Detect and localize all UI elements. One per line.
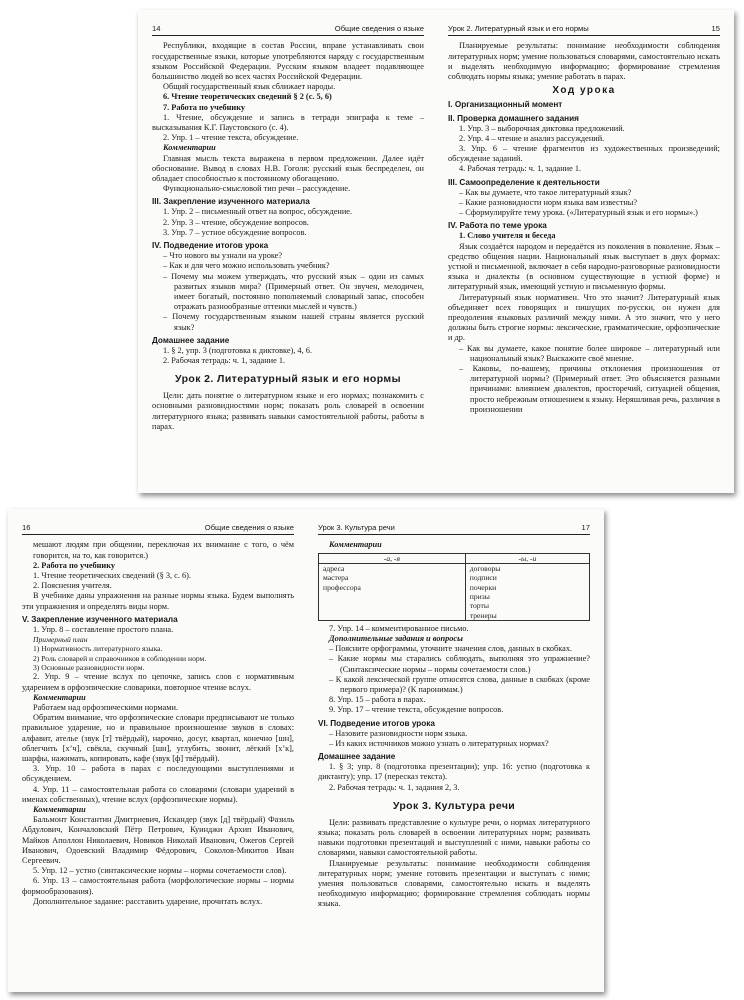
- section-heading: VI. Подведение итогов урока: [318, 718, 435, 728]
- text-paragraph: – Сформулируйте тему урока. («Литературный язык и его нормы».): [459, 208, 698, 218]
- table-word: профессора: [323, 582, 361, 592]
- page-body: [448, 41, 720, 415]
- text-paragraph: Общий государственный язык сближает народы.: [163, 82, 336, 92]
- text-paragraph: Работаем над орфоэпическими нормами.: [33, 702, 178, 712]
- text-paragraph: Бальмонт Константин Дмитриевич, Искандер (звук [д] твёрдый) Фазиль Абдулович, Кончаловский Пётр Петрович, Куинджи Архип Иванович, Майков Аполлон Николаевич, Новиков Николай Иванович, Ожегов Сергей Иванович, Одоевский Владимир Фёдорович, Соколов-Микитов Иван Сергеевич.: [22, 815, 294, 865]
- table-word: призы: [469, 591, 490, 601]
- text-paragraph: 7. Работа по учебнику: [163, 102, 246, 112]
- table-word: подписи: [469, 573, 497, 583]
- table-header: -а, -я: [319, 553, 466, 563]
- page-number: 17: [581, 523, 590, 532]
- book-spread-top: [138, 10, 734, 493]
- table-cell: [319, 563, 466, 620]
- text-paragraph: 5. Упр. 12 – устно (синтаксические нормы – нормы сочетаемости слов).: [33, 866, 287, 876]
- text-paragraph: 6. Упр. 13 – самостоятельная работа (морфологические нормы – нормы формообразования).: [22, 876, 294, 896]
- word-list: [470, 564, 585, 620]
- section-heading: IV. Подведение итогов урока: [152, 241, 269, 251]
- text-paragraph: Цели: дать понятие о литературном языке и его нормах; познакомить с основными разновидностями норм; показать роль словарей в освоении литературного языка; развивать навыки самостоятельной работы, работы в парах.: [152, 391, 424, 431]
- table-cell: [465, 563, 589, 620]
- header-title: Урок 2. Литературный язык и его нормы: [448, 24, 589, 33]
- text-paragraph: – Как и для чего можно использовать учебник?: [163, 261, 330, 271]
- section-heading: Ход урока: [552, 85, 616, 97]
- text-paragraph: – Назовите разновидности норм языка.: [329, 728, 468, 738]
- text-paragraph: 1) Нормативность литературного языка.: [33, 644, 163, 654]
- page-16: [22, 523, 294, 907]
- text-paragraph: 7. Упр. 14 – комментированное письмо.: [329, 623, 469, 633]
- running-header: [22, 523, 294, 535]
- text-paragraph: 3) Основные разновидности норм.: [33, 663, 145, 673]
- text-paragraph: 2. Пояснения учителя.: [33, 581, 112, 591]
- page-14: [152, 24, 424, 432]
- text-paragraph: – Как вы думаете, что такое литературный язык?: [459, 187, 632, 197]
- page-body: [22, 540, 294, 907]
- text-paragraph: 1. § 2, упр. 3 (подготовка к диктовке), 4, 6.: [163, 345, 312, 355]
- text-paragraph: Республики, входящие в состав России, вправе устанавливать свои государственные языки, которые употребляются наряду с государственным языком Российской Федерации. Русским языком владеет подавляющее большинство людей во всех частях Российской Федерации.: [152, 41, 424, 81]
- page-number: 16: [22, 523, 31, 532]
- plural-endings-table: [318, 553, 590, 621]
- text-paragraph: – Какие нормы мы старались соблюдать, выполняя это упражнение? (Синтаксические нормы – нормы сочетаемости слов.): [329, 654, 590, 674]
- section-heading: III. Самоопределение к деятельности: [448, 177, 600, 187]
- text-paragraph: Комментарии: [33, 804, 86, 814]
- text-paragraph: Планируемые результаты: понимание необходимости соблюдения литературных норм; умение пользоваться словарями, самостоятельно искать и выделять необходимую информацию; формирование стремления соблюдать нормы языка; умение работать в парах.: [448, 41, 720, 81]
- text-paragraph: Цели: развивать представление о культуре речи, о нормах литературного языка; показать роль словарей в освоении литературных норм; развивать навыки подготовки презентаций и выступлений с ними, навыки работы со словарями, навыки самостоятельной работы.: [318, 817, 590, 858]
- text-paragraph: Комментарии: [33, 692, 86, 702]
- text-paragraph: – Из каких источников можно узнать о литературных нормах?: [329, 738, 549, 748]
- text-paragraph: Планируемые результаты: понимание необходимости соблюдения литературных норм; умение готовить презентации и выступать с ними; умения пользоваться словарями, самостоятельно искать и выделять необходимую информацию; формирование стремления соблюдать нормы языка.: [318, 858, 590, 909]
- text-paragraph: 2. Упр. 3 – чтение, обсуждение вопросов.: [163, 217, 309, 227]
- book-spread-bottom: [8, 509, 604, 992]
- text-paragraph: – Поясните орфограммы, уточните значения слов, данных в скобках.: [329, 644, 573, 654]
- table-word: торты: [469, 601, 489, 611]
- text-paragraph: 3. Упр. 10 – работа в парах с последующими выступлениями и обсуждением.: [22, 764, 294, 784]
- text-paragraph: – Почему мы можем утверждать, что русский язык – один из самых развитых языков мира? (Примерный ответ. Он звучен, мелодичен, имеет богатый, постоянно пополняемый словарный запас, способен отражать разнообразные оттенки мыслей и чувств.): [163, 271, 424, 312]
- section-heading: Урок 2. Литературный язык и его нормы: [175, 373, 401, 386]
- text-paragraph: 2. Рабочая тетрадь: ч. 1, задание 1.: [163, 356, 286, 366]
- header-title: Урок 3. Культура речи: [318, 523, 395, 532]
- text-paragraph: 1. Чтение, обсуждение и запись в тетради эпиграфа к теме – высказывания К.Г. Паустовского (с. 4).: [152, 112, 424, 132]
- page-number: 15: [711, 24, 720, 33]
- text-paragraph: 2. Упр. 4 – чтение и анализ рассуждений.: [459, 133, 605, 143]
- text-paragraph: мешают людям при общении, переключая их внимание с того, о чём говорится, на то, как говорится.): [33, 540, 294, 560]
- running-header: [448, 24, 720, 36]
- text-paragraph: – Почему государственным языком нашей страны является русский язык?: [163, 312, 424, 332]
- word-list: [323, 564, 461, 592]
- text-paragraph: 2. Работа по учебнику: [33, 560, 116, 570]
- text-paragraph: 1. Упр. 8 – составление простого плана.: [33, 624, 174, 634]
- text-paragraph: 2) Роль словарей и справочников в соблюдении норм.: [33, 653, 207, 663]
- page-15: [448, 24, 720, 415]
- section-heading: III. Закрепление изученного материала: [152, 197, 310, 207]
- section-heading: V. Закрепление изученного материала: [22, 614, 178, 624]
- table-word: почерки: [469, 582, 497, 592]
- text-paragraph: 4. Упр. 11 – самостоятельная работа со словарями (словари ударений в именах собственных), чтение вслух (орфоэпические нормы).: [22, 784, 294, 804]
- text-paragraph: – Какие разновидности норм языка вам известны?: [459, 197, 638, 207]
- text-paragraph: Дополнительное задание: расставить ударение, прочитать вслух.: [33, 896, 263, 906]
- text-paragraph: 3. Упр. 7 – устное обсуждение вопросов.: [163, 227, 307, 237]
- table-word: мастера: [323, 573, 349, 583]
- header-title: Общие сведения о языке: [334, 24, 424, 33]
- text-paragraph: Главная мысль текста выражена в первом предложении. Далее идёт обоснование. Вывод в словах Н.В. Гоголя: русский язык беспределен, он обладает способностью к постоянному обогащению.: [152, 153, 424, 183]
- section-heading: I. Организационный момент: [448, 100, 563, 110]
- text-paragraph: 2. Рабочая тетрадь: ч. 1, задания 2, 3.: [329, 782, 460, 792]
- text-paragraph: 6. Чтение теоретических сведений § 2 (с. 5, 6): [163, 92, 332, 102]
- comment-label: Комментарии: [329, 540, 382, 550]
- text-paragraph: В учебнике даны упражнения на разные нормы языка. Будем выполнять эти упражнения и определять виды норм.: [22, 591, 294, 611]
- section-heading: Урок 3. Культура речи: [392, 799, 516, 812]
- text-paragraph: 8. Упр. 15 – работа в парах.: [329, 695, 426, 705]
- text-paragraph: – Как вы думаете, какое понятие более широкое – литературный или национальный язык? Выскажите своё мнение.: [459, 343, 720, 363]
- text-paragraph: Дополнительные задания и вопросы: [329, 634, 463, 644]
- text-paragraph: 1. Слово учителя и беседа: [459, 231, 556, 241]
- text-paragraph: Функционально-смысловой тип речи – рассуждение.: [163, 184, 351, 194]
- text-paragraph: 4. Рабочая тетрадь: ч. 1, задание 1.: [459, 164, 582, 174]
- text-paragraph: 2. Упр. 1 – чтение текста, обсуждение.: [163, 133, 299, 143]
- page-body: [318, 624, 590, 910]
- running-header: [318, 523, 590, 535]
- running-header: [152, 24, 424, 36]
- text-paragraph: 9. Упр. 17 – чтение текста, обсуждение вопросов.: [329, 705, 504, 715]
- section-heading: IV. Работа по теме урока: [448, 221, 547, 231]
- text-paragraph: 2. Упр. 9 – чтение вслух по цепочке, запись слов с нормативным ударением в орфоэпические словарики, повторное чтение вслух.: [22, 672, 294, 692]
- text-paragraph: 1. § 3; упр. 8 (подготовка презентации); упр. 16: устно (подготовка к диктанту); упр. 17 (пересказ текста).: [318, 762, 590, 782]
- table-word: тренеры: [469, 610, 497, 620]
- section-heading: Домашнее задание: [318, 752, 396, 762]
- page-17: [318, 523, 590, 910]
- text-paragraph: Литературный язык нормативен. Что это значит? Литературный язык объединяет всех говорящих и пишущих по-русски, он нужен для преодоления языковых различий между ними. А это значит, что у него должны быть строгие нормы: лексические, грамматические, орфоэпические и др.: [448, 292, 720, 343]
- text-paragraph: Язык создаётся народом и передаётся из поколения в поколение. Язык – средство общения нации. Национальный язык выступает в двух формах: устной и письменной, включает в себя народно-разговорные разновидности языка и диалекты (в основном существующие в устной форме) и литературный язык, имеющий устную и письменную формы.: [448, 241, 720, 292]
- text-paragraph: Обратим внимание, что орфоэпические словари предписывают не только правильное ударение, но и правильное произношение звуков в словах: алфавит, ателье (звук [т] твёрдый), нарочно, досуг, квартал, конечно [шн], облегчить [хʼч], свёкла, скучный [шн], углубить, звонит, лёгкий [хʼк], шарфы, нажимать, копировать, кафе (звук [ф] твёрдый).: [22, 713, 294, 763]
- text-paragraph: 1. Упр. 2 – письменный ответ на вопрос, обсуждение.: [163, 207, 353, 217]
- header-title: Общие сведения о языке: [204, 523, 294, 532]
- text-paragraph: – Что нового вы узнали на уроке?: [163, 251, 283, 261]
- table-header: -ы, -и: [465, 553, 589, 563]
- text-paragraph: – К какой лексической группе относятся слова, данные в скобках (кроме первого примера)? (К паронимам.): [329, 674, 590, 695]
- section-heading: Домашнее задание: [152, 335, 230, 345]
- table-word: адреса: [323, 563, 345, 573]
- page-number: 14: [152, 24, 161, 33]
- text-paragraph: 1. Чтение теоретических сведений (§ 3, с. 6).: [33, 570, 191, 580]
- page-body: [152, 41, 424, 432]
- text-paragraph: 1. Упр. 3 – выборочная диктовка предложений.: [459, 123, 625, 133]
- section-heading: II. Проверка домашнего задания: [448, 113, 579, 123]
- text-paragraph: Примерный план: [33, 635, 88, 645]
- text-paragraph: – Каковы, по-вашему, причины отклонения произношения от литературной нормы? (Примерный ответ. Это объясняется разными причинами: влиянием диалектов, просторечий, ситуацией общения, просто небрежным отношением к языку. Неряшливая речь, различия в произношении: [459, 364, 720, 414]
- text-paragraph: Комментарии: [163, 143, 216, 153]
- table-word: договоры: [469, 563, 501, 573]
- text-paragraph: 3. Упр. 6 – чтение фрагментов из художественных произведений; обсуждение заданий.: [448, 144, 720, 164]
